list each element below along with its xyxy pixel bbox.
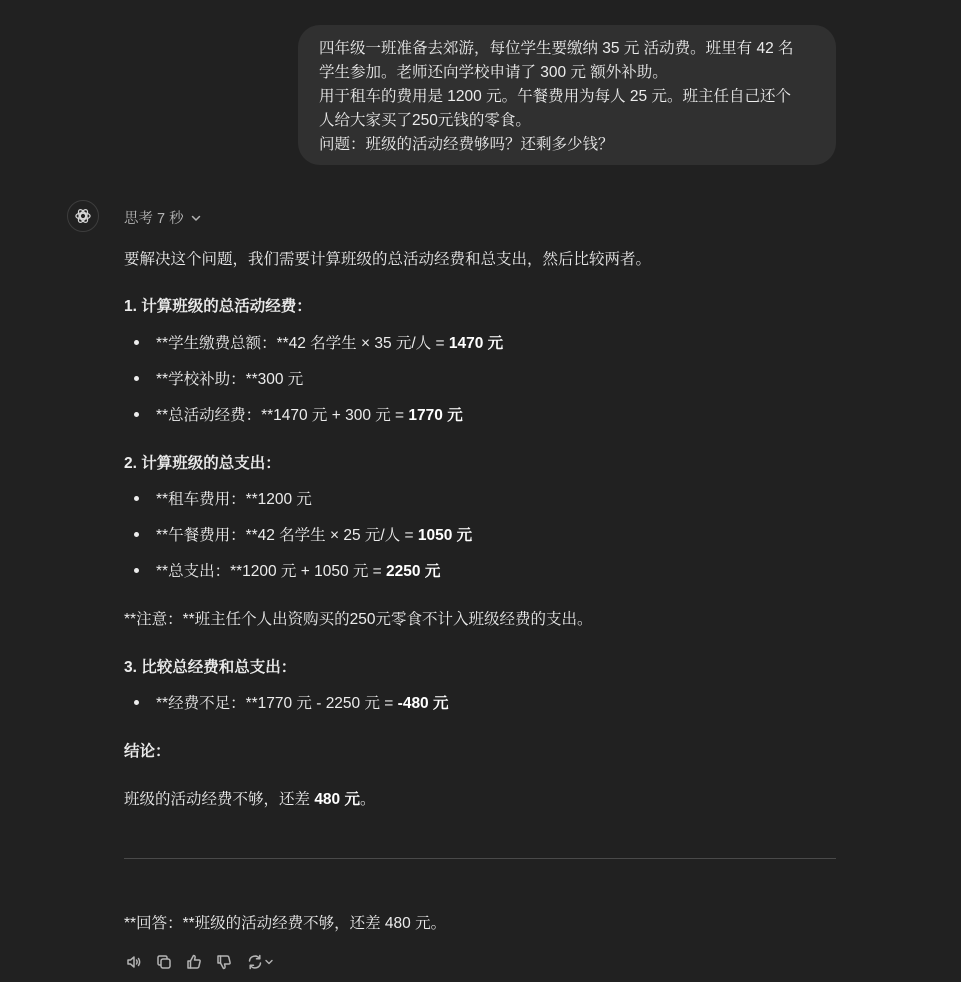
intro-text: 要解决这个问题，我们需要计算班级的总活动经费和总支出，然后比较两者。 <box>124 251 652 268</box>
copy-icon <box>155 953 173 971</box>
openai-logo-icon <box>73 206 93 226</box>
assistant-avatar <box>67 200 99 232</box>
user-message-line: 学生参加。老师还向学校申请了 300 元 额外补助。 <box>319 64 668 81</box>
result-value: -480 元 <box>397 695 449 712</box>
bullet-dot <box>134 568 139 573</box>
list-item-text: **总活动经费：**1470 元 + 300 元 = <box>156 407 409 424</box>
result-value: 1770 元 <box>408 407 463 424</box>
regenerate-icon <box>246 953 264 971</box>
result-value: 1050 元 <box>417 527 473 544</box>
conclusion-value: 480 元 <box>314 791 360 808</box>
user-message-line: 问题：班级的活动经费够吗？还剩多少钱？ <box>319 136 614 153</box>
section-divider <box>124 858 836 859</box>
chevron-down-icon <box>264 957 274 967</box>
copy-button[interactable] <box>154 951 174 973</box>
bullet-dot <box>134 496 139 501</box>
user-message-line: 用于租车的费用是 1200 元。午餐费用为每人 25 元。班主任自己还个 <box>319 88 791 105</box>
bullet-dot <box>134 700 139 705</box>
conclusion-post: 。 <box>359 791 376 808</box>
list-item-text: **午餐费用：**42 名学生 × 25 元/人 = <box>156 527 418 544</box>
list-item-text: **总支出：**1200 元 + 1050 元 = <box>156 563 387 580</box>
bad-response-button[interactable] <box>214 951 234 973</box>
thumbs-up-icon <box>185 953 203 971</box>
section-heading: 2. 计算班级的总支出： <box>124 455 281 472</box>
section-heading: 1. 计算班级的总活动经费： <box>124 298 312 315</box>
bullet-dot <box>134 376 139 381</box>
message-actions <box>124 951 276 973</box>
bullet-dot <box>134 412 139 417</box>
list-item-text: **租车费用：**1200 元 <box>156 491 312 508</box>
good-response-button[interactable] <box>184 951 204 973</box>
user-message-line: 四年级一班准备去郊游，每位学生要缴纳 35 元 活动费。班里有 42 名 <box>319 40 794 57</box>
speaker-icon <box>125 953 143 971</box>
user-message-bubble <box>298 25 836 165</box>
thinking-toggle[interactable] <box>124 207 202 228</box>
conclusion-heading: 结论： <box>124 743 171 760</box>
note-text: **注意：**班主任个人出资购买的250元零食不计入班级经费的支出。 <box>124 611 593 628</box>
list-item-text: **经费不足：**1770 元 - 2250 元 = <box>156 695 398 712</box>
result-value: 2250 元 <box>386 563 441 580</box>
read-aloud-button[interactable] <box>124 951 144 973</box>
list-item-text: **学校补助：**300 元 <box>156 371 304 388</box>
user-message-line: 人给大家买了250元钱的零食。 <box>319 112 531 129</box>
thinking-label: 思考 7 秒 <box>124 211 184 227</box>
answer-text: **回答：**班级的活动经费不够，还差 480 元。 <box>124 915 447 932</box>
result-value: 1470 元 <box>448 335 504 352</box>
section-heading: 3. 比较总经费和总支出： <box>124 659 297 676</box>
regenerate-button[interactable] <box>244 951 276 973</box>
bullet-dot <box>134 532 139 537</box>
bullet-dot <box>134 340 139 345</box>
conclusion-pre: 班级的活动经费不够，还差 <box>124 791 315 808</box>
thumbs-down-icon <box>215 953 233 971</box>
chevron-down-icon <box>190 212 202 224</box>
list-item-text: **学生缴费总额：**42 名学生 × 35 元/人 = <box>156 335 449 352</box>
conclusion-text <box>124 787 376 809</box>
